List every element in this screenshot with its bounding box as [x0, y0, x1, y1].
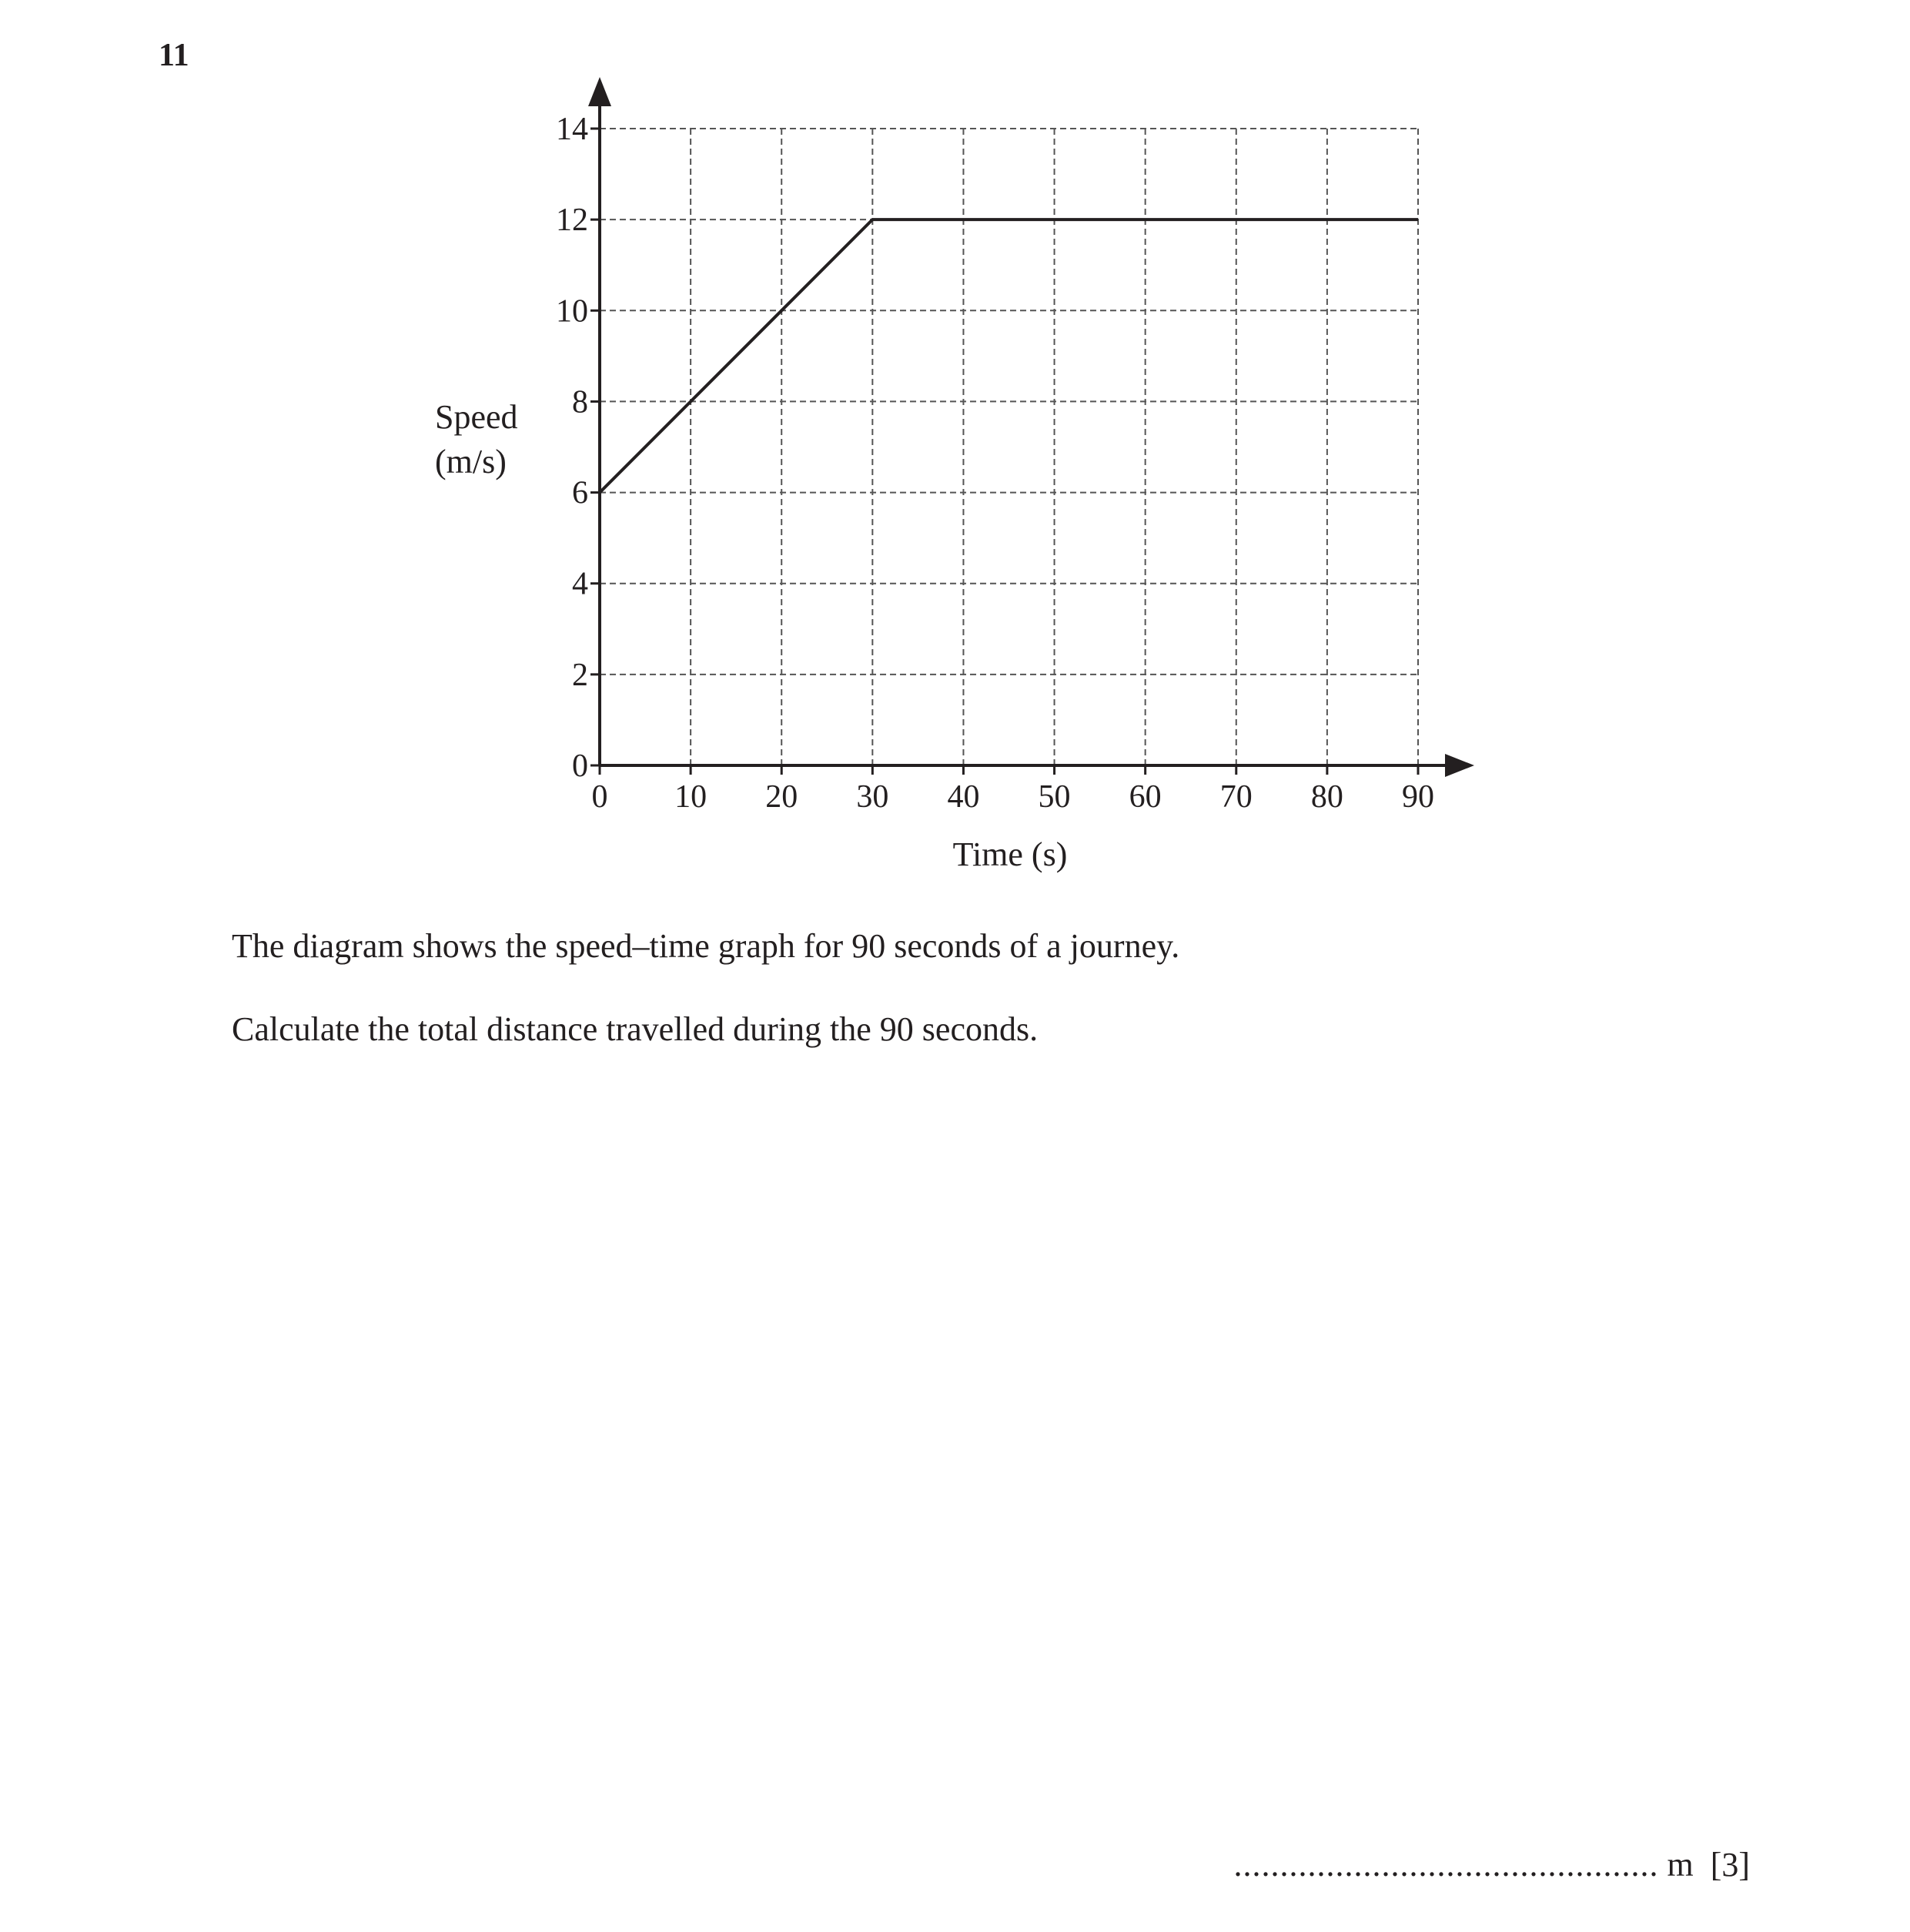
x-tick-label: 10 [674, 779, 707, 815]
series-line [600, 219, 1418, 492]
x-tick-label: 60 [1129, 779, 1162, 815]
x-tick-label: 50 [1038, 779, 1071, 815]
y-tick-label: 6 [572, 475, 588, 511]
y-tick-label: 12 [556, 203, 588, 239]
y-axis-label-line1: Speed [435, 398, 518, 436]
x-tick-label: 20 [765, 779, 798, 815]
question-text-1: The diagram shows the speed–time graph for 90 seconds of a journey. [232, 927, 1180, 965]
speed-time-graph [0, 0, 1910, 893]
y-axis-label-line2: (m/s) [435, 443, 507, 480]
axes [588, 77, 1474, 777]
y-tick-label: 4 [572, 566, 588, 602]
y-tick-label: 10 [556, 293, 588, 330]
x-axis-arrow [1445, 754, 1474, 777]
x-tick-label: 0 [591, 779, 608, 815]
y-tick-label: 0 [572, 748, 588, 784]
x-tick-label: 40 [947, 779, 980, 815]
y-axis-arrow [588, 77, 611, 106]
y-tick-label: 8 [572, 384, 588, 420]
question-number: 11 [159, 38, 189, 73]
answer-line [1233, 1845, 1750, 1884]
question-text-2: Calculate the total distance travelled during the 90 seconds. [232, 1010, 1039, 1048]
ticks [556, 112, 1434, 815]
grid [600, 129, 1418, 765]
answer-unit: m [1667, 1846, 1694, 1883]
x-tick-label: 90 [1402, 779, 1434, 815]
answer-dots: .............................................. [1233, 1846, 1659, 1883]
marks: [3] [1710, 1846, 1750, 1883]
y-tick-label: 2 [572, 657, 588, 693]
x-tick-label: 70 [1219, 779, 1253, 815]
x-tick-label: 80 [1310, 779, 1343, 815]
series [600, 219, 1418, 492]
x-axis-label: Time (s) [952, 835, 1068, 873]
y-tick-label: 14 [556, 112, 588, 147]
x-tick-label: 30 [856, 779, 889, 815]
